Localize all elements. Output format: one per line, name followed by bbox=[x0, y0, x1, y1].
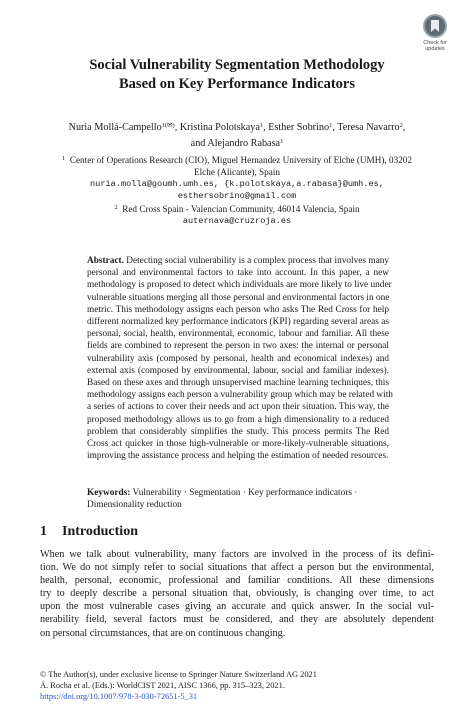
citation-line: Á. Rocha et al. (Eds.): WorldCIST 2021, AISC 1366, pp. 315–323, 2021. bbox=[40, 681, 285, 690]
copyright-footer bbox=[40, 669, 434, 702]
abstract-line: Based on these axes and through unsupervised machine learning techniques, this bbox=[87, 378, 389, 389]
bookmark-icon bbox=[423, 14, 447, 38]
abstract-line: metric. This methodology assigns each person who asks The Red Cross for help bbox=[87, 304, 389, 315]
body-line: health, personal, economic, professional and familiar conditions. All these dimensions bbox=[40, 575, 434, 587]
abstract-line: external axis (composed by environmental, labour, social and familiar indexes). bbox=[87, 365, 389, 376]
affiliation-1 bbox=[40, 153, 434, 202]
email-line[interactable]: esthersobrino@gmail.com bbox=[177, 191, 297, 201]
abstract-line: a series of actions to cover their needs and act upon their situation. This way, the bbox=[87, 402, 389, 413]
keywords-text: Dimensionality reduction bbox=[87, 500, 182, 511]
body-line: nerability field, several factors must be considered, and they are absolutely dependent bbox=[40, 614, 434, 626]
email-line[interactable]: auternava@cruzroja.es bbox=[182, 216, 292, 226]
abstract-line: vulnerable situations merging all those personal and environmental factors in one bbox=[87, 292, 390, 303]
title-line: Based on Key Performance Indicators bbox=[119, 76, 355, 92]
abstract-line: fields are combined to represent the person in two axes: the internal or personal bbox=[87, 341, 389, 352]
abstract-line: improving the assistance process and helping the estimation of needed resources. bbox=[87, 451, 389, 462]
section-heading bbox=[40, 524, 138, 540]
abstract-line: methodology is proposed to detect which individuals are more likely to live under bbox=[87, 280, 392, 291]
author-superscript: 1 bbox=[259, 122, 264, 129]
copyright-line: © The Author(s), under exclusive license to Springer Nature Switzerland AG 2021 bbox=[40, 670, 317, 679]
body-line: tion. We do not simply refer to social situations that affect a person but the environmental, bbox=[40, 562, 434, 574]
body-line: try to deeply describe a personal situation that, obviously, is changing over time, to act bbox=[40, 588, 434, 600]
abstract bbox=[87, 255, 393, 462]
affiliation-2 bbox=[40, 202, 434, 227]
paper-title bbox=[40, 56, 434, 94]
keywords-label: Keywords: bbox=[87, 488, 131, 498]
affiliation-number: 2 bbox=[114, 204, 118, 211]
email-line[interactable]: nuria.molla@goumh.umh.es, {k.polotskaya,a.rabasa}@umh.es, bbox=[90, 179, 384, 189]
section-title: Introduction bbox=[62, 524, 138, 539]
author-superscript: 1 bbox=[280, 138, 284, 145]
keywords-text: Vulnerability · Segmentation · Key performance indicators · bbox=[130, 488, 358, 498]
abstract-line: problem that considerably simplifies the study. This process permits The Red bbox=[87, 426, 389, 437]
author-name: , Kristina Polotskaya bbox=[174, 122, 260, 133]
affiliation-text: Elche (Alicante), Spain bbox=[194, 167, 280, 177]
abstract-line: vulnerability axis (composed by personal, health and economical indexes) and bbox=[87, 353, 389, 364]
affiliation-text: Red Cross Spain - Valencian Community, 46014 Valencia, Spain bbox=[122, 204, 360, 214]
affiliation-text: Center of Operations Research (CIO), Miguel Hernandez University of Elche (UMH), 03202 bbox=[69, 155, 412, 165]
body-line: on personal circumstances, that are on continuous changing. bbox=[40, 627, 286, 639]
keywords bbox=[87, 487, 389, 511]
author-superscript: 1 bbox=[329, 122, 333, 129]
author-name: Nuria Mollá-Campello bbox=[68, 122, 162, 133]
abstract-label: Abstract. bbox=[87, 256, 124, 266]
affiliation-number: 1 bbox=[62, 155, 66, 162]
abstract-line: proposed methodology allows us to go from a high dimensionality to a reduced bbox=[87, 414, 389, 425]
check-for-updates-badge[interactable] bbox=[416, 14, 454, 62]
abstract-line: Abstract. Detecting social vulnerability is a complex process that involves many bbox=[87, 256, 389, 266]
abstract-line: personal, social, health, environmental, economic, labour and familiar. All these bbox=[87, 329, 389, 340]
abstract-line: personal and environmental factors to take into account. In this paper, a new bbox=[87, 268, 389, 279]
author-name: , Esther Sobrino bbox=[263, 122, 330, 133]
intro-paragraph bbox=[40, 548, 434, 640]
section-number: 1 bbox=[40, 524, 47, 539]
abstract-line: Cross act quicker in those high-vulnerable or more-likely-vulnerable situations, bbox=[87, 439, 389, 450]
abstract-line: methodology assigns each person a vulnerability group which may be related with bbox=[87, 390, 393, 401]
body-line: When we talk about vulnerability, many factors are involved in the process of its defini- bbox=[40, 549, 434, 560]
author-name: and Alejandro Rabasa bbox=[190, 138, 281, 149]
badge-label: Check for updates bbox=[423, 40, 447, 52]
abstract-line: different normalized key performance indicators (KPI) regarding several areas as bbox=[87, 317, 389, 328]
author-superscript: 1(✉) bbox=[161, 122, 175, 129]
body-line: upon the most vulnerable cases giving an accurate and quick answer. In the social vul- bbox=[40, 601, 434, 613]
author-list: Nuria Mollá-Campello$^{1(✉)}$, Kristina Polotskaya$^1$, Esther Sobrino$^1$, Teresa Navarro$^2$, and Alejandro Rabasa$^1$ bbox=[68, 122, 406, 149]
author-name: , Teresa Navarro bbox=[332, 122, 400, 133]
doi-link[interactable]: https://doi.org/10.1007/978-3-030-72651-5_31 bbox=[40, 692, 198, 701]
title-line: Social Vulnerability Segmentation Methodology bbox=[89, 57, 385, 73]
author-superscript: 2 bbox=[399, 122, 403, 129]
